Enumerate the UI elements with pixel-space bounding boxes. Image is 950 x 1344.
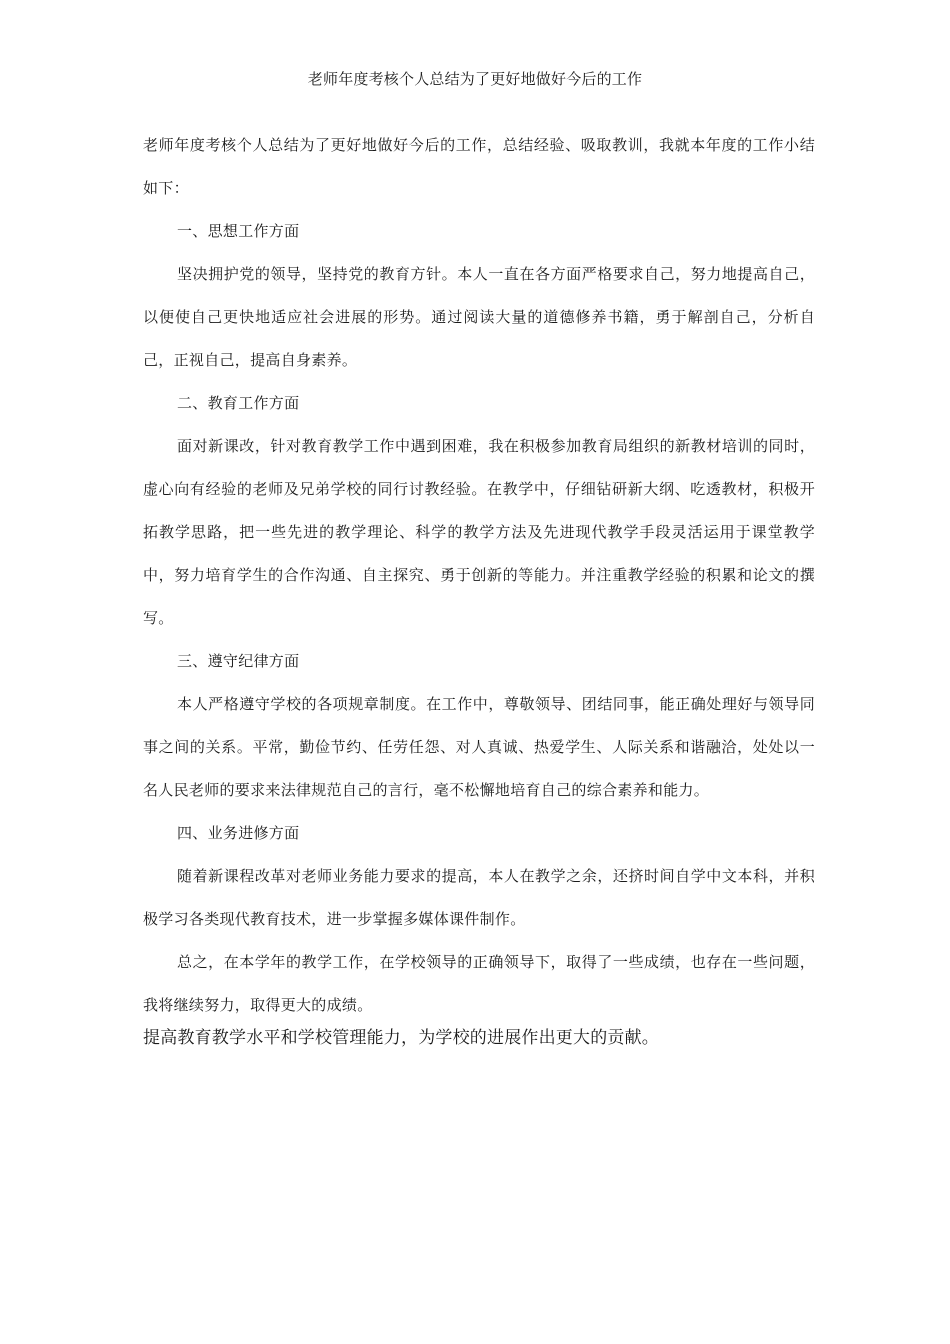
section-paragraph: 随着新课程改革对老师业务能力要求的提高，本人在教学之余，还挤时间自学中文本科，并积极学习各类现代教育技术，进一步掌握多媒体课件制作。 [143,867,815,928]
intro-paragraph: 老师年度考核个人总结为了更好地做好今后的工作，总结经验、吸取教训，我就本年度的工作小结如下： [143,136,815,197]
closing-line: 提高教育教学水平和学校管理能力，为学校的进展作出更大的贡献。 [143,1028,659,1048]
section-heading: 四、业务进修方面 [177,824,300,842]
document-title: 老师年度考核个人总结为了更好地做好今后的工作 [307,70,643,88]
section-paragraph: 面对新课改，针对教育教学工作中遇到困难，我在积极参加教育局组织的新教材培训的同时，虚心向有经验的老师及兄弟学校的同行讨教经验。在教学中，仔细钻研新大纲、吃透教材，积极开拓教学思路，把一些先进的教学理论、科学的教学方法及先进现代教学手段灵活运用于课堂教学中，努力培育学生的合作沟通、自主探究、勇于创新的等能力。并注重教学经验的积累和论文的撰写。 [143,437,815,627]
conclusion-paragraph: 总之，在本学年的教学工作，在学校领导的正确领导下，取得了一些成绩，也存在一些问题，我将继续努力，取得更大的成绩。 [143,953,815,1014]
section-paragraph: 本人严格遵守学校的各项规章制度。在工作中，尊敬领导、团结同事，能正确处理好与领导同事之间的关系。平常，勤俭节约、任劳任怨、对人真诚、热爱学生、人际关系和谐融洽，处处以一名人民老师的要求来法律规范自己的言行，毫不松懈地培育自己的综合素养和能力。 [143,695,815,799]
section-paragraph: 坚决拥护党的领导，坚持党的教育方针。本人一直在各方面严格要求自己，努力地提高自己，以便使自己更快地适应社会进展的形势。通过阅读大量的道德修养书籍，勇于解剖自己，分析自己，正视自己，提高自身素养。 [143,265,815,369]
section-heading: 二、教育工作方面 [177,394,300,412]
section-heading: 三、遵守纪律方面 [177,652,300,670]
section-heading: 一、思想工作方面 [177,222,300,240]
document-body [143,124,815,1027]
